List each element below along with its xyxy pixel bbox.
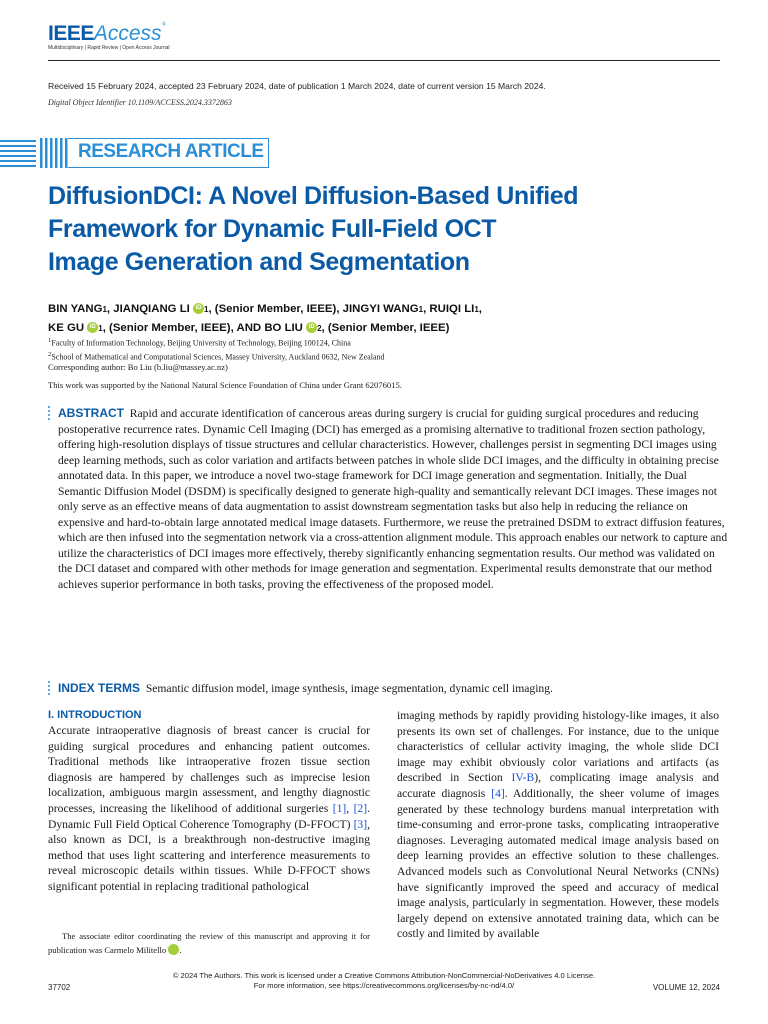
logo-ieee: IEEE: [48, 22, 94, 45]
author-role: , (Senior Member, IEEE): [321, 322, 450, 334]
index-terms-text: Semantic diffusion model, image synthesis, image segmentation, dynamic cell imaging.: [145, 682, 553, 695]
author-line-1: BIN YANG$^1$, JIANQIANG LI iD $^1$, (Senior Member, IEEE), JINGYI WANG$^1$, RUIQI $LI^1$,: [48, 303, 482, 315]
citation-link[interactable]: [4]: [491, 786, 505, 800]
article-type-banner: RESEARCH ARTICLE: [78, 141, 264, 162]
section-heading-introduction: I. INTRODUCTION: [48, 709, 142, 721]
index-terms-dots-icon: [46, 681, 52, 697]
index-terms: [58, 681, 728, 696]
author-name: JINGYI WANG: [342, 303, 419, 315]
received-dates: Received 15 February 2024, accepted 23 February 2024, date of publication 1 March 2024, date of current version 15 March 2024.: [48, 81, 546, 91]
license-line-2[interactable]: For more information, see https://creativecommons.org/licenses/by-nc-nd/4.0/: [253, 981, 515, 990]
citation-link[interactable]: [1]: [332, 801, 347, 815]
orcid-icon[interactable]: iD: [193, 303, 204, 314]
section-link[interactable]: IV-B: [511, 771, 535, 785]
abstract-dots-icon: [46, 406, 52, 422]
volume-label: VOLUME 12, 2024: [652, 983, 720, 992]
affil-sup: 1: [102, 305, 107, 314]
body-column-left: Accurate intraoperative diagnosis of breast cancer is crucial for guiding surgical procedures and enhancing patient outcomes. Traditional methods like intraoperative frozen tissue section diagnosis are hampered by challenges such as imprecise lesion localization, ambiguous margin assessment, and lengthy diagnostic processes, increasing the likelihood of additional surgeries [1], [2]. Dynamic Full Field Optical Coherence Tomography (D-FFOCT) [3], also known as DCI, is a breakthrough non-destructive imaging method that uses light scattering and interference measurements to reveal microscopic details within tissues. While D-FFOCT shows significant potential in replacing traditional pathological: [48, 724, 370, 893]
paper-title: [48, 180, 688, 279]
author-role: , (Senior Member, IEEE),: [208, 303, 343, 315]
affil-sup: 2: [317, 324, 322, 333]
affil-sup: 1: [98, 324, 103, 333]
citation-link[interactable]: [2]: [353, 801, 368, 815]
author-name: JIANQIANG LI: [113, 303, 190, 315]
journal-tagline: Multidisciplinary | Rapid Review | Open Access Journal: [48, 45, 170, 51]
corresponding-author: Corresponding author: Bo Liu (b.liu@massey.ac.nz): [48, 362, 228, 372]
affiliation-2: $^2$School of Mathematical and Computational Sciences, Massey University, Auckland 0632, New Zealand: [48, 350, 385, 362]
funding-note: This work was supported by the National Natural Science Foundation of China under Grant 62076015.: [48, 380, 402, 390]
affil-sup: 1: [204, 305, 209, 314]
orcid-icon[interactable]: iD: [306, 322, 317, 333]
affiliations: [48, 335, 385, 362]
affil-sup: 1: [418, 305, 424, 314]
title-line-3: Image Generation and Segmentation: [48, 248, 470, 276]
abstract-text: Rapid and accurate identification of cancerous areas during surgery is crucial for guiding surgical procedures and reducing postoperative recurrence rates. Dynamic Cell Imaging (DCI) has emerged as a promising alternative to traditional frozen section pathology, offering high-resolution displays of tissue structures and cellular characteristics. However, challenges persist in segmenting DCI images using deep learning methods, such as color variation and artifacts between patches in whole slide DCI images, and the difficulty in obtaining precise annotated data. In this paper, we introduce a novel two-stage framework for DCI image generation and segmentation. Initially, the Dual Semantic Diffusion Model (DSDM) is specifically designed to generate high-quality and semantically relevant DCI images. These images not only serve as an effective means of data augmentation to assist downstream segmentation tasks but also help in reducing the reliance on expensive and hard-to-obtain large annotated medical image datasets. Furthermore, we reuse the pretrained DSDM to extract diffusion features, which are then infused into the segmentation network via a cross-attention alignment module. This approach enables our network to capture and utilize the characteristics of DCI images more effectively, thereby significantly enhancing segmentation results. Our method was validated on the DCI dataset and compared with other methods for image generation and segmentation. Experimental results demonstrate that our method achieves superior performance in both tasks, proving the effectiveness of the proposed model.: [58, 407, 728, 591]
author-sep: ,: [423, 303, 430, 315]
banner-stripes-icon: [0, 138, 68, 168]
doi: Digital Object Identifier 10.1109/ACCESS.2024.3372863: [48, 98, 232, 107]
author-role: , (Senior Member, IEEE), AND: [102, 322, 265, 334]
affil-sup: 1: [48, 337, 52, 344]
body-column-right: imaging methods by rapidly providing histology-like images, it also presents its own set of challenges. For instance, due to the unique characteristics of cellular activity imaging, the whole slide DCI image may exhibit obviously color variations and artifacts (as described in Section IV-B), complicating image analysis and accurate diagnosis [4]. Additionally, the sheer volume of images generated by these technology burdens manual interpretation with time-consuming and error-prone tasks, complicating intraoperative diagnoses. Leveraging automated medical image analysis based on deep learning provides an effective solution to these challenges. Advanced models such as Convolutional Neural Networks (CNNs) have significantly improved the speed and accuracy of medical image analysis, particularly in segmentation. However, these models largely depend on extensive annotated training data, which can be costly and limited by available: [397, 709, 719, 941]
logo-registered-mark: ®: [161, 22, 167, 28]
orcid-icon[interactable]: iD: [87, 322, 98, 333]
editor-footnote: The associate editor coordinating the review of this manuscript and approving it for publication was Carmelo Militello iD.: [48, 931, 370, 955]
license-line-1: © 2024 The Authors. This work is licensed under a Creative Commons Attribution-NonCommercial-NoDerivatives 4.0 License.: [172, 971, 596, 980]
abstract: [58, 406, 728, 592]
affil-sup: 2: [48, 350, 52, 358]
index-terms-heading: INDEX TERMS: [58, 681, 141, 695]
author-name: KE GU: [48, 322, 85, 334]
affil-sup: 1: [474, 305, 479, 314]
author-list: [48, 300, 728, 338]
abstract-heading: ABSTRACT: [58, 406, 124, 420]
header-rule: [48, 60, 720, 61]
affiliation-1: $^1$Faculty of Information Technology, Beijing University of Technology, Beijing 100124, China: [48, 337, 351, 348]
author-name: BO LIU: [264, 322, 303, 334]
author-sep: ,: [106, 303, 114, 315]
citation-link[interactable]: [3]: [353, 817, 368, 831]
logo-access: Access: [93, 22, 162, 45]
author-name: RUIQI LI: [429, 303, 475, 315]
page-number: 37702: [48, 983, 71, 992]
title-line-1: DiffusionDCI: A Novel Diffusion-Based Unified: [48, 182, 579, 210]
orcid-icon[interactable]: iD: [168, 944, 179, 955]
title-line-2: Framework for Dynamic Full-Field OCT: [48, 215, 497, 243]
journal-logo: [48, 22, 166, 46]
author-name: BIN YANG: [48, 303, 103, 315]
